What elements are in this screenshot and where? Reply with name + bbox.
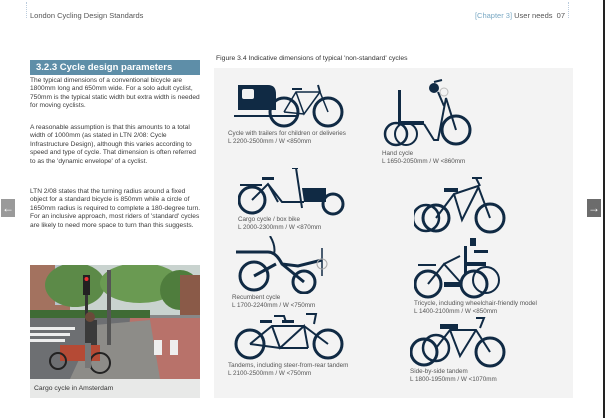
- figure-item-trailer: [228, 80, 358, 145]
- item-dimensions: L 1650-2050mm / W <860mm: [382, 157, 466, 165]
- hand-cycle-icon: [382, 78, 482, 150]
- chapter-label: [Chapter 3]: [474, 11, 513, 20]
- item-name: Cycle with trailers for children or deliveries: [228, 130, 346, 137]
- figure-item-hand-cycle: [382, 78, 482, 165]
- arrow-right-icon: →: [588, 201, 600, 215]
- tandem-icon: [228, 312, 348, 362]
- tricycle-icon: [414, 176, 514, 300]
- photo-caption: Cargo cycle in Amsterdam: [30, 379, 200, 398]
- item-name: Recumbent cycle: [232, 294, 281, 301]
- paragraph-1: The typical dimensions of a conventional bicycle are 1800mm long and 650mm wide. For a solo adult cyclist, 750mm is the typical static width but extra width is needed for moving cyclists.: [30, 77, 200, 110]
- item-name: Cargo cycle / box bike: [238, 216, 300, 223]
- figure-item-recumbent: [232, 236, 342, 309]
- item-dimensions: L 2100-2500mm / W <750mm: [228, 369, 312, 377]
- previous-page-button[interactable]: [1, 199, 15, 217]
- figure-item-cargo: [238, 168, 348, 231]
- item-name: Side-by-side tandem: [410, 368, 468, 375]
- paragraph-3: LTN 2/08 states that the turning radius around a fixed object for a standard bicycle is 850mm while a circle of 1650mm radius is required to complete a 180-degree turn. For an inclusive approach, most riders of 'standard' cycles are likely to need more space to turn than this suggests.: [30, 188, 201, 229]
- header-rule-right: [568, 2, 570, 18]
- trailer-bike-icon: [228, 80, 358, 130]
- running-header-chapter: [475, 11, 565, 20]
- section-heading: 3.2.3 Cycle design parameters: [30, 60, 200, 75]
- item-dimensions: L 2000-2300mm / W <870mm: [238, 223, 322, 231]
- cargo-cycle-photo: [30, 265, 200, 379]
- next-page-button[interactable]: [587, 199, 601, 217]
- figure-panel: [214, 68, 573, 398]
- item-name: Tandems, including steer-from-rear tandem: [228, 362, 349, 369]
- figure-item-side-by-side: [410, 316, 510, 383]
- recumbent-icon: [232, 236, 342, 294]
- figure-title: Figure 3.4 Indicative dimensions of typical 'non-standard' cycles: [216, 55, 408, 62]
- header-rule-left: [26, 2, 28, 18]
- item-name: Hand cycle: [382, 150, 414, 157]
- item-name: Tricycle, including wheelchair-friendly model: [414, 300, 537, 307]
- running-header-title: London Cycling Design Standards: [30, 11, 144, 20]
- item-dimensions: L 2200-2500mm / W <850mm: [228, 137, 312, 145]
- side-by-side-tandem-icon: [410, 316, 510, 368]
- item-dimensions: L 1400-2100mm / W <850mm: [414, 307, 498, 315]
- figure-item-tandem: [228, 312, 348, 377]
- item-dimensions: L 1800-1950mm / W <1070mm: [410, 375, 497, 383]
- paragraph-2: A reasonable assumption is that this amounts to a total width of 1000mm (as stated in LTN 2/08: Cycle Infrastructure Design), although this varies according to speed and type of cycle. That dimension is often referred to as the 'dynamic envelope' of a cyclist.: [30, 124, 196, 165]
- cargo-bike-icon: [238, 168, 348, 216]
- page-number: 07: [556, 11, 565, 20]
- section-label: User needs: [512, 11, 553, 20]
- figure-item-tricycle: [414, 176, 537, 315]
- item-dimensions: L 1700-2240mm / W <750mm: [232, 301, 316, 309]
- arrow-left-icon: ←: [2, 201, 14, 215]
